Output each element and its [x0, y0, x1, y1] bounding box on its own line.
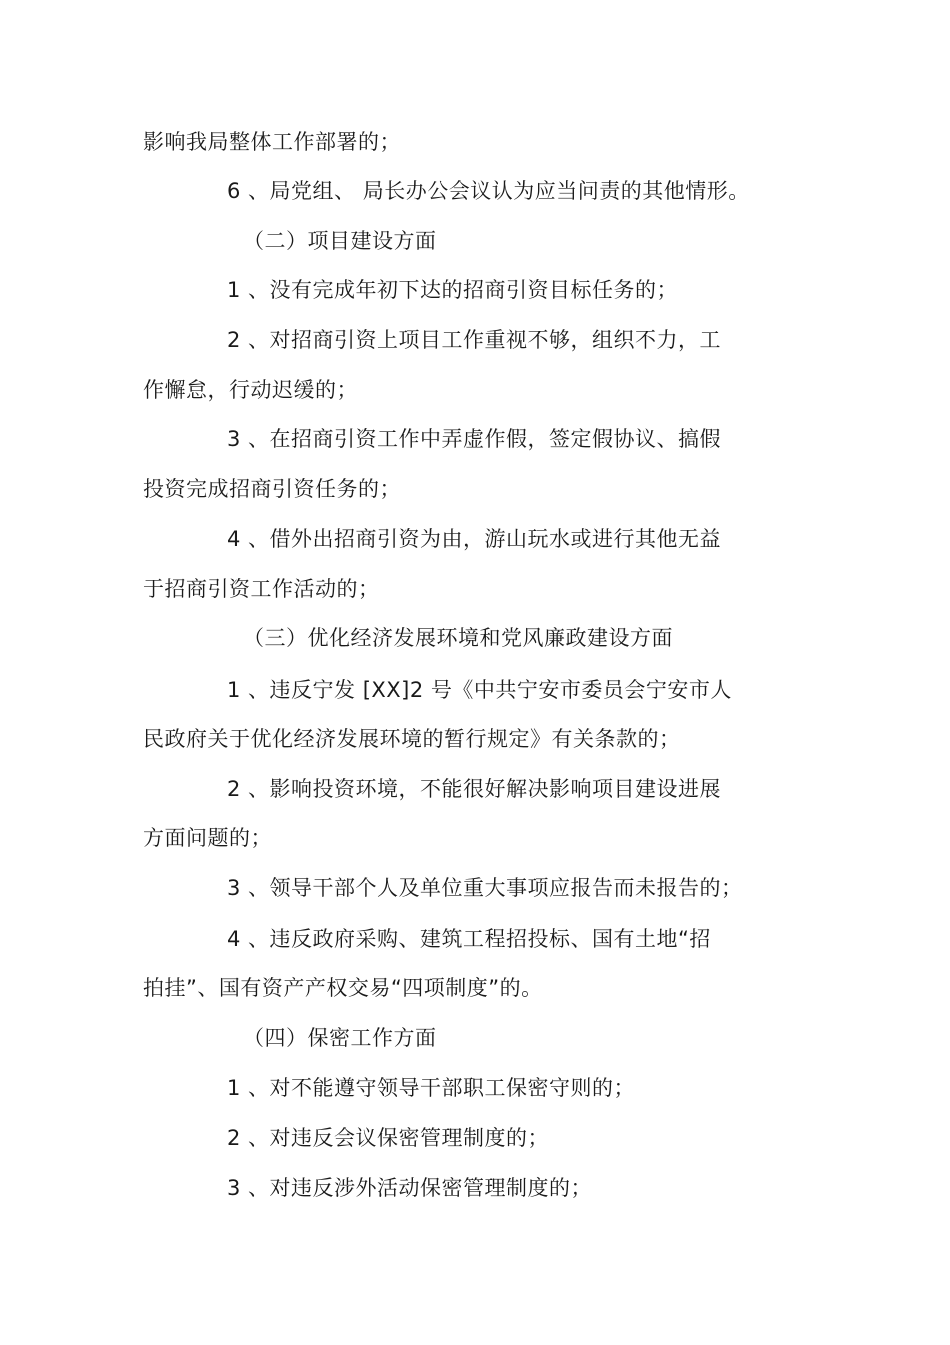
list-item: 3 、对违反涉外活动保密管理制度的；	[227, 1176, 593, 1200]
list-item: 1 、违反宁发 [XX]2 号《中共宁安市委员会宁安市人	[227, 678, 732, 702]
list-item: 2 、对招商引资上项目工作重视不够，组织不力，工	[227, 328, 722, 352]
list-item: 3 、在招商引资工作中弄虚作假，签定假协议、搞假	[227, 427, 722, 451]
text-line: 作懈怠，行动迟缓的；	[143, 378, 358, 402]
list-item: 3 、领导干部个人及单位重大事项应报告而未报告的；	[227, 876, 743, 900]
list-item: 2 、对违反会议保密管理制度的；	[227, 1126, 550, 1150]
list-item: 1 、没有完成年初下达的招商引资目标任务的；	[227, 278, 679, 302]
section-heading: （三）优化经济发展环境和党风廉政建设方面	[243, 626, 673, 650]
section-heading: （四）保密工作方面	[243, 1026, 437, 1050]
text-line: 于招商引资工作活动的；	[143, 577, 380, 601]
list-item: 1 、对不能遵守领导干部职工保密守则的；	[227, 1076, 636, 1100]
section-heading: （二）项目建设方面	[243, 229, 437, 253]
list-item: 4 、违反政府采购、建筑工程招投标、国有土地“招	[227, 927, 711, 951]
text-line: 影响我局整体工作部署的；	[143, 130, 401, 154]
text-line: 民政府关于优化经济发展环境的暂行规定》有关条款的；	[143, 727, 681, 751]
list-item: 2 、影响投资环境，不能很好解决影响项目建设进展	[227, 777, 722, 801]
text-line: 方面问题的；	[143, 826, 272, 850]
list-item: 4 、借外出招商引资为由，游山玩水或进行其他无益	[227, 527, 722, 551]
text-line: 拍挂”、国有资产产权交易“四项制度”的。	[143, 976, 543, 1000]
text-line: 投资完成招商引资任务的；	[143, 477, 401, 501]
list-item: 6 、局党组、 局长办公会议认为应当问责的其他情形。	[227, 179, 750, 203]
